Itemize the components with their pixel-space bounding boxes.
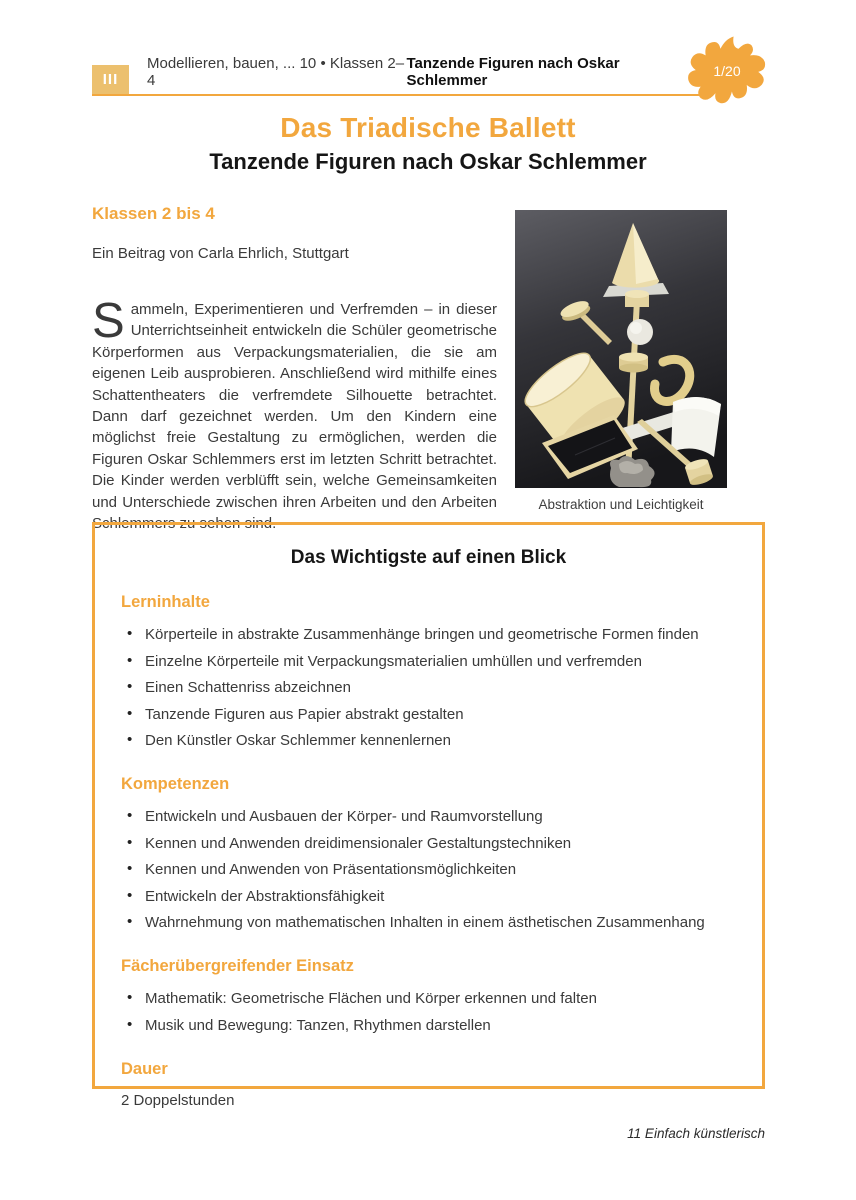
page-title: Das Triadische Ballett xyxy=(280,112,576,143)
overview-sections xyxy=(121,593,736,1109)
list-item xyxy=(121,705,736,725)
series-title: Modellieren, bauen, ... 10 • Klassen 2–4 xyxy=(147,55,405,89)
list-item xyxy=(121,860,736,880)
bullet-icon: • xyxy=(127,678,133,695)
section-heading-2: Fächerübergreifender Einsatz xyxy=(121,957,354,975)
list-item-text: Den Künstler Oskar Schlemmer kennenlernen xyxy=(145,732,451,749)
list-item-text: Einzelne Körperteile mit Verpackungsmaterialien umhüllen und verfremden xyxy=(145,652,642,670)
section-list-0 xyxy=(121,625,736,751)
list-item-text: Kennen und Anwenden dreidimensionaler Gestaltungstechniken xyxy=(145,834,572,852)
bullet-icon: • xyxy=(127,651,133,669)
section-heading-3: Dauer xyxy=(121,1059,168,1078)
list-item-text: Wahrnehmung von mathematischen Inhalten in einem ästhetischen Zusammenhang xyxy=(145,914,705,931)
unit-title: Tanzende Figuren nach Oskar Schlemmer xyxy=(406,55,620,89)
bullet-icon: • xyxy=(127,989,133,1006)
splat-icon xyxy=(683,34,771,108)
bullet-icon: • xyxy=(127,731,133,748)
list-item-text: Tanzende Figuren aus Papier abstrakt gestalten xyxy=(145,705,464,723)
list-item xyxy=(121,678,736,698)
intro-text: ammeln, Experimentieren und Verfremden – in dieser Unterrichtseinheit entwickeln die Schüler geometrische Körperformen aus Verpackungsmaterialien, die sie am eigenen Leib ausprobieren. Anschließend wird mithilfe eines Schattentheaters die verfremdete Silhouette betrachtet. Dann darf gezeichnet werden. Um den Kindern eine möglichst freie Gestaltung zu ermöglichen, werden die Figuren Oskar Schlemmers erst im letzten Schritt betrachtet. Die Kinder werden verblüfft sein, welche Gemeinsamkeiten und Unterschiede zwischen ihren Arbeiten und den Arbeiten Schlemmers zu sehen sind. xyxy=(92,301,497,533)
list-item-text: Einen Schattenriss abzeichnen xyxy=(145,679,351,696)
page-number-splat xyxy=(683,34,771,108)
list-item-text: Mathematik: Geometrische Flächen und Körper erkennen und falten xyxy=(145,990,597,1007)
list-item-text: Körperteile in abstrakte Zusammenhänge bringen und geometrische Formen finden xyxy=(145,626,699,643)
list-item xyxy=(121,731,736,751)
section-text-3: 2 Doppelstunden xyxy=(121,1091,235,1109)
page-number-text: 1/20 xyxy=(713,62,741,79)
bullet-icon: • xyxy=(127,625,133,642)
list-item xyxy=(121,807,736,827)
list-item xyxy=(121,1016,736,1036)
list-item xyxy=(121,625,736,645)
section-heading-1: Kompetenzen xyxy=(121,775,230,793)
bullet-icon: • xyxy=(127,913,133,930)
list-item-text: Kennen und Anwenden von Präsentationsmöglichkeiten xyxy=(145,861,517,878)
list-item-text: Entwickeln und Ausbauen der Körper- und Raumvorstellung xyxy=(145,808,543,825)
sculpture-photo xyxy=(515,210,727,488)
list-item xyxy=(121,887,736,907)
list-item xyxy=(121,989,736,1009)
overview-box-title: Das Wichtigste auf einen Blick xyxy=(290,547,567,568)
section-list-1 xyxy=(121,807,736,933)
section-heading-0: Lerninhalte xyxy=(121,593,210,611)
list-item xyxy=(121,834,736,854)
intro-paragraph xyxy=(92,294,497,534)
bullet-icon: • xyxy=(127,860,133,877)
list-item-text: Entwickeln der Abstraktionsfähigkeit xyxy=(145,887,385,905)
page-footer: 11 Einfach künstlerisch xyxy=(627,1126,765,1141)
bullet-icon: • xyxy=(127,833,133,851)
author-byline: Ein Beitrag von Carla Ehrlich, Stuttgart xyxy=(92,245,349,262)
bullet-icon: • xyxy=(127,886,133,904)
bullet-icon: • xyxy=(127,704,133,722)
page-subtitle: Tanzende Figuren nach Oskar Schlemmer xyxy=(209,149,647,174)
bullet-icon: • xyxy=(127,1015,133,1033)
article-photo xyxy=(515,210,727,512)
section-list-2 xyxy=(121,989,736,1036)
page-header xyxy=(92,55,700,96)
grade-level-heading: Klassen 2 bis 4 xyxy=(92,204,215,223)
list-item xyxy=(121,652,736,672)
bullet-icon: • xyxy=(127,807,133,824)
overview-box xyxy=(92,522,765,1109)
dropcap: S xyxy=(92,294,125,348)
list-item xyxy=(121,913,736,933)
chapter-badge: III xyxy=(92,65,129,94)
list-item-text: Musik und Bewegung: Tanzen, Rhythmen darstellen xyxy=(145,1016,491,1034)
photo-caption: Abstraktion und Leichtigkeit xyxy=(538,497,704,512)
header-texts xyxy=(129,55,700,94)
